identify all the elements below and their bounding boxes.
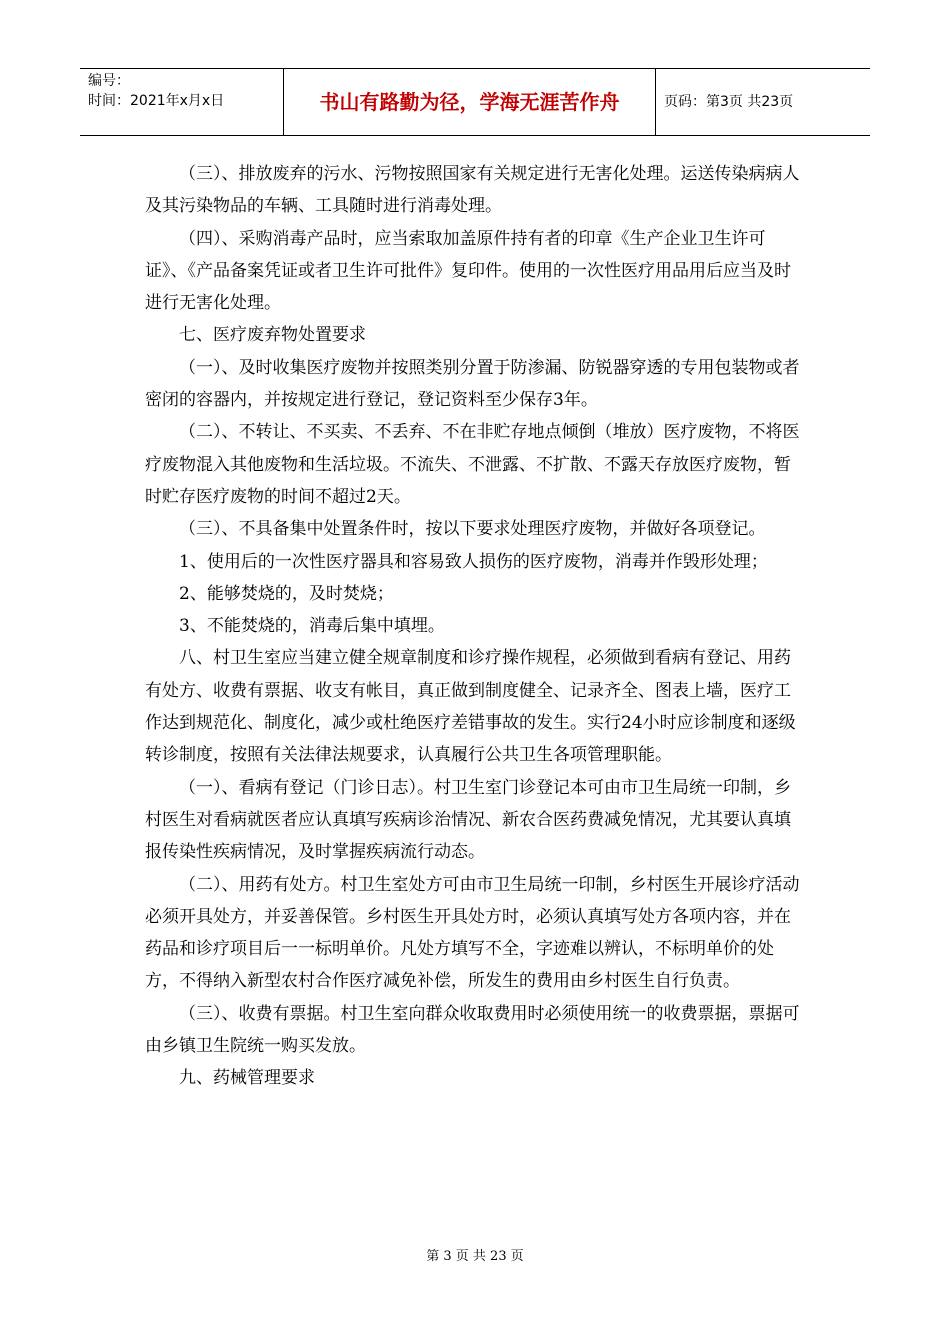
- paragraph: （三）、不具备集中处置条件时，按以下要求处理医疗废物，并做好各项登记。: [179, 519, 766, 540]
- paragraph: （三）、收费有票据。村卫生室向群众收取费用时必须使用统一的收费票据，票据可由乡镇卫生院统一购买发放。: [145, 1003, 800, 1057]
- document-time-label: 时间：2021年x月x日: [88, 93, 225, 109]
- header-page-number: 页码：第3页 共23页: [664, 94, 794, 110]
- section-heading: 八、村卫生室应当建立健全规章制度和诊疗操作规程，必须做到看病有登记、用药有处方、收费有票据、收支有帐目，真正做到制度健全、记录齐全、图表上墙，医疗工作达到规范化、制度化，减少或杜绝医疗差错事故的发生。实行24小时应诊制度和逐级转诊制度，按照有关法律法规要求，认真履行公共卫生各项管理职能。: [145, 648, 796, 766]
- document-number-label: 编号：: [88, 73, 130, 89]
- document-body: [145, 158, 805, 1095]
- section-heading: 七、医疗废弃物处置要求: [179, 325, 366, 346]
- paragraph: （二）、用药有处方。村卫生室处方可由市卫生局统一印制，乡村医生开展诊疗活动必须开具处方，并妥善保管。乡村医生开具处方时，必须认真填写处方各项内容，并在药品和诊疗项目后一一标明单价。凡处方填写不全，字迹难以辨认，不标明单价的处方，不得纳入新型农村合作医疗减免补偿，所发生的费用由乡村医生自行负责。: [145, 874, 800, 992]
- list-item: 2、能够焚烧的，及时焚烧；: [179, 583, 394, 604]
- list-item: 1、使用后的一次性医疗器具和容易致人损伤的医疗废物，消毒并作毁形处理；: [179, 551, 768, 572]
- header-motto: 书山有路勤为径，学海无涯苦作舟: [283, 69, 656, 135]
- paragraph: （二）、不转让、不买卖、不丢弃、不在非贮存地点倾倒（堆放）医疗废物，不将医疗废物混入其他废物和生活垃圾。不流失、不泄露、不扩散、不露天存放医疗废物，暂时贮存医疗废物的时间不超过2天。: [145, 422, 800, 507]
- page-footer: 第 3 页 共 23 页: [426, 1249, 524, 1264]
- page-header: [80, 68, 870, 136]
- paragraph: （一）、及时收集医疗废物并按照类别分置于防渗漏、防锐器穿透的专用包装物或者密闭的容器内，并按规定进行登记，登记资料至少保存3年。: [145, 357, 800, 411]
- paragraph: （四）、采购消毒产品时，应当索取加盖原件持有者的印章《生产企业卫生许可证》、《产品备案凭证或者卫生许可批件》复印件。使用的一次性医疗用品用后应当及时进行无害化处理。: [145, 228, 791, 314]
- paragraph: （一）、看病有登记（门诊日志）。村卫生室门诊登记本可由市卫生局统一印制，乡村医生对看病就医者应认真填写疾病诊治情况、新农合医药费减免情况，尤其要认真填报传染性疾病情况，及时掌握疾病流行动态。: [145, 777, 791, 863]
- list-item: 3、不能焚烧的，消毒后集中填埋。: [179, 616, 445, 637]
- section-heading: 九、药械管理要求: [179, 1068, 315, 1089]
- header-meta: [80, 69, 283, 135]
- paragraph: （三）、排放废弃的污水、污物按照国家有关规定进行无害化处理。运送传染病病人及其污染物品的车辆、工具随时进行消毒处理。: [145, 164, 800, 217]
